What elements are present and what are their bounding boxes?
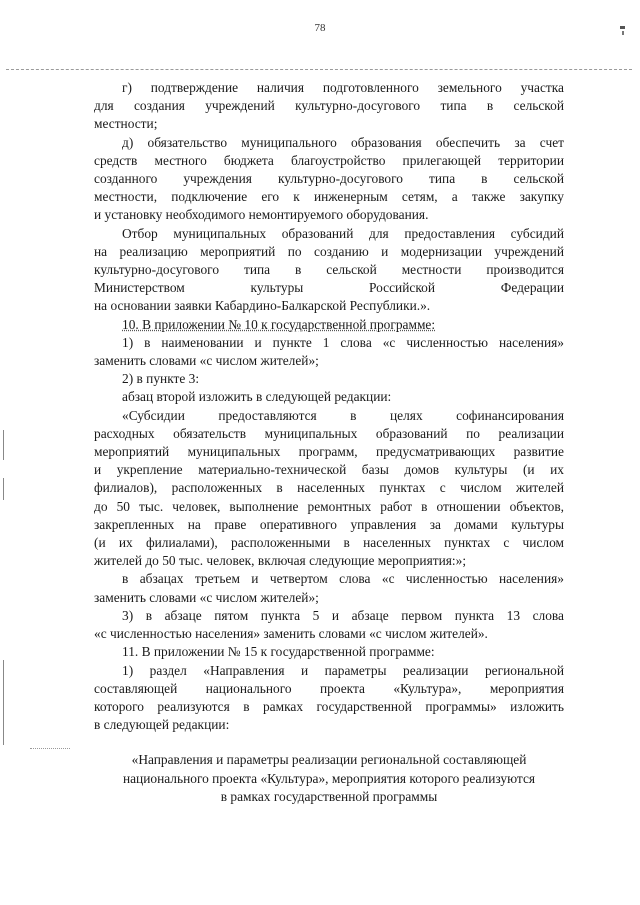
text-line: «с численностью населения» заменить словами «с числом жителей». bbox=[94, 626, 488, 642]
text-line: жителей до 50 тыс. человек, включая следующие мероприятия:»; bbox=[94, 553, 467, 569]
document-body bbox=[94, 79, 564, 806]
text-line: местности; bbox=[94, 116, 158, 132]
text-line: на реализацию мероприятий по созданию и модернизации учреждений bbox=[94, 243, 564, 259]
scan-edge-line bbox=[3, 660, 4, 745]
paragraph-item-d bbox=[94, 134, 564, 225]
scan-dots bbox=[30, 748, 70, 749]
section-heading bbox=[94, 751, 564, 806]
paragraph-subsidies bbox=[94, 407, 564, 571]
text-line: для создания учреждений культурно-досугового типа в сельской bbox=[94, 98, 564, 114]
paragraph-item-10-2 bbox=[94, 370, 564, 388]
text-line: д) обязательство муниципального образования обеспечить за счет bbox=[122, 134, 564, 150]
text-line: средств местного бюджета благоустройство прилегающей территории bbox=[94, 152, 564, 168]
text-line: закрепленных на праве оперативного управления за домами культуры bbox=[94, 516, 564, 532]
text-line: г) подтверждение наличия подготовленного земельного участка bbox=[122, 80, 564, 95]
text-line: «Субсидии предоставляются в целях софинансирования bbox=[122, 407, 564, 423]
text-line: филиалов), расположенных в населенных пунктах с числом жителей bbox=[94, 480, 564, 496]
text-line: 1) раздел «Направления и параметры реализации региональной bbox=[122, 662, 564, 678]
heading-line: «Направления и параметры реализации региональной составляющей bbox=[131, 752, 527, 768]
text-line: Министерством культуры Российской Федерации bbox=[94, 280, 564, 296]
paragraph-item-10-3 bbox=[94, 607, 564, 643]
text-line: 11. В приложении № 15 к государственной программе: bbox=[122, 644, 435, 660]
scan-edge-line bbox=[3, 478, 4, 500]
text-line: и укрепление материально-технической базы домов культуры (и их bbox=[94, 462, 564, 478]
paragraph-item-g bbox=[94, 79, 564, 134]
text-line: созданного учреждения культурно-досугового типа в сельской bbox=[94, 171, 564, 187]
heading-line: в рамках государственной программы bbox=[220, 788, 438, 804]
text-line: в следующей редакции: bbox=[94, 717, 230, 733]
text-line: Отбор муниципальных образований для предоставления субсидий bbox=[122, 225, 564, 241]
paragraph-abzac bbox=[94, 388, 564, 406]
text-line: (и их филиалами), расположенными в населенных пунктах с числом bbox=[94, 535, 564, 551]
heading-line: национального проекта «Культура», мероприятия которого реализуются bbox=[122, 770, 536, 786]
text-line: мероприятий муниципальных программ, предусматривающих развитие bbox=[94, 444, 564, 460]
scan-edge-line bbox=[3, 430, 4, 460]
paragraph-item-11-1 bbox=[94, 662, 564, 735]
text-line: 10. В приложении № 10 к государственной программе: bbox=[122, 316, 436, 332]
text-line: местности, подключение его к инженерным сетям, а также закупку bbox=[94, 189, 564, 205]
text-line: 2) в пункте 3: bbox=[122, 371, 200, 387]
text-line: и установку необходимого немонтируемого оборудования. bbox=[94, 207, 429, 223]
text-line: абзац второй изложить в следующей редакции: bbox=[122, 389, 392, 405]
scan-corner-mark bbox=[620, 26, 625, 29]
text-line: заменить словами «с числом жителей»; bbox=[94, 589, 319, 605]
paragraph-selection bbox=[94, 225, 564, 316]
paragraph-item-10 bbox=[94, 316, 564, 334]
scan-corner-mark-tail bbox=[622, 31, 624, 35]
text-line: на основании заявки Кабардино-Балкарской Республики.». bbox=[94, 298, 431, 314]
text-line: до 50 тыс. человек, выполнение ремонтных работ в отношении объектов, bbox=[94, 498, 564, 514]
text-line: культурно-досугового типа в сельской местности производится bbox=[94, 262, 564, 278]
text-line: составляющей национального проекта «Культура», мероприятия bbox=[94, 680, 564, 696]
text-line: 3) в абзаце пятом пункта 5 и абзаце первом пункта 13 слова bbox=[122, 607, 564, 623]
paragraph-item-10-1 bbox=[94, 334, 564, 370]
text-line: заменить словами «с числом жителей»; bbox=[94, 353, 319, 369]
page-number: 78 bbox=[314, 22, 326, 34]
text-line: 1) в наименовании и пункте 1 слова «с численностью населения» bbox=[122, 334, 564, 350]
header-rule bbox=[6, 69, 632, 70]
text-line: которого реализуются в рамках государственной программы» изложить bbox=[94, 698, 564, 714]
paragraph-item-11 bbox=[94, 643, 564, 661]
text-line: в абзацах третьем и четвертом слова «с численностью населения» bbox=[122, 571, 564, 587]
paragraph-abzacy bbox=[94, 570, 564, 606]
text-line: расходных обязательств муниципальных образований по реализации bbox=[94, 425, 564, 441]
